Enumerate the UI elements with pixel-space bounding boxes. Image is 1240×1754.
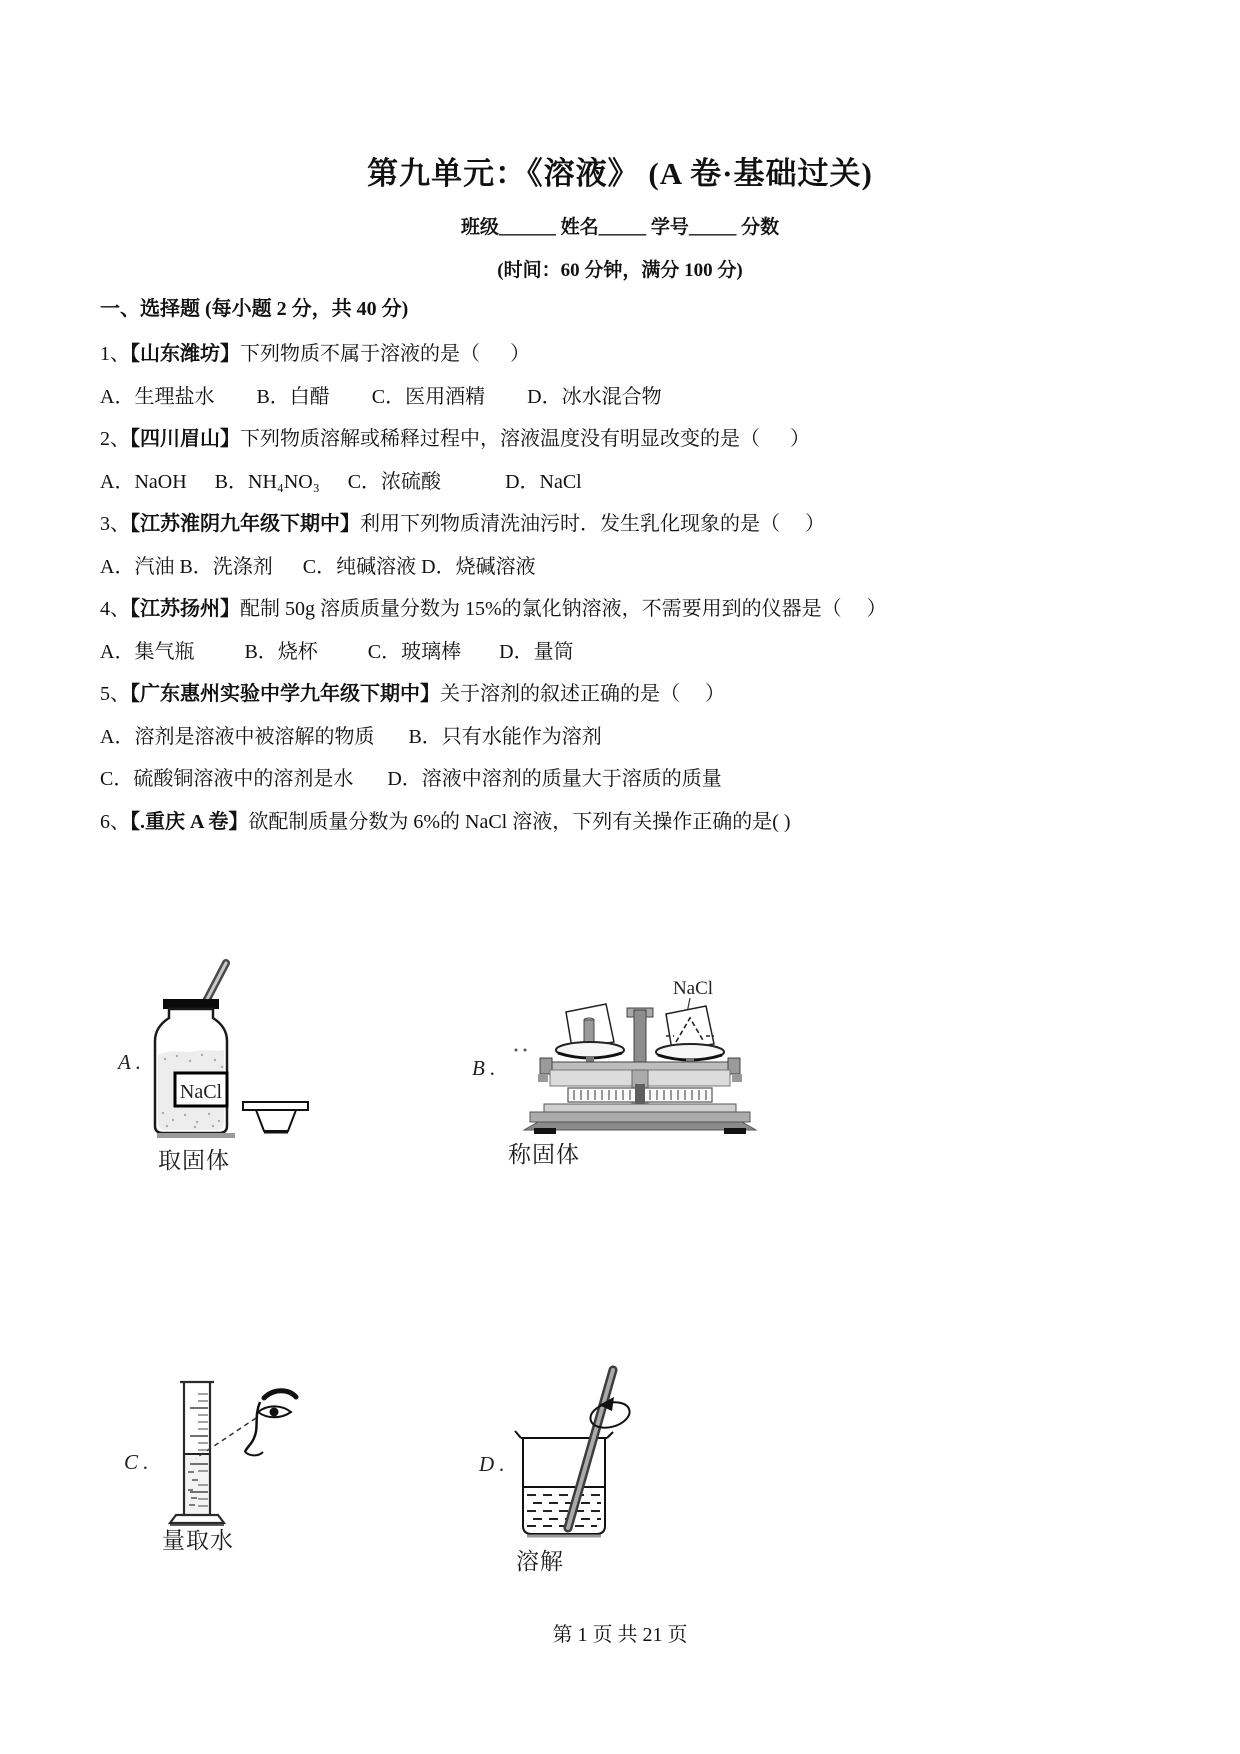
liquid-dashes bbox=[527, 1495, 601, 1526]
balance-foot bbox=[724, 1128, 746, 1134]
figure-b-balance-diagram bbox=[480, 958, 770, 1158]
question-text: 欲配制质量分数为 6%的 NaCl 溶液，下列有关操作正确的是( ) bbox=[248, 811, 791, 833]
section-header: 一、选择题 (每小题 2 分，共 40 分) bbox=[100, 298, 409, 320]
nose-profile bbox=[245, 1402, 260, 1452]
question-source-tag: 【四川眉山】 bbox=[130, 428, 240, 450]
rider-slider bbox=[635, 1084, 645, 1106]
question-text: 下列物质不属于溶液的是（ ） bbox=[240, 343, 530, 365]
question-4-stem bbox=[100, 596, 887, 622]
beaker-outline bbox=[515, 1431, 613, 1536]
option: A．集气瓶 bbox=[100, 641, 195, 663]
option: B．烧杯 bbox=[244, 641, 318, 663]
left-pan bbox=[556, 1004, 624, 1066]
question-4-options bbox=[100, 639, 616, 665]
option: C．医用酒精 bbox=[371, 386, 486, 408]
bottle-cap bbox=[163, 999, 219, 1009]
question-number: 4、 bbox=[100, 598, 130, 620]
option: B．白醋 bbox=[256, 386, 330, 408]
question-text: 利用下列物质清洗油污时．发生乳化现象的是（ ） bbox=[360, 513, 825, 535]
figure-a-caption: 取固体 bbox=[158, 1148, 230, 1173]
option: A．生理盐水 bbox=[100, 386, 215, 408]
bottle-stopper bbox=[243, 1102, 308, 1132]
option: D．量筒 bbox=[499, 641, 574, 663]
question-source-tag: 【江苏淮阴九年级下期中】 bbox=[130, 513, 360, 535]
question-number: 1、 bbox=[100, 343, 130, 365]
question-source-tag: 【山东潍坊】 bbox=[130, 343, 240, 365]
question-number: 3、 bbox=[100, 513, 130, 535]
time-score-text: (时间：60 分钟，满分 100 分) bbox=[497, 260, 743, 281]
sight-line bbox=[196, 1418, 256, 1458]
figure-d-beaker-diagram bbox=[475, 1362, 660, 1552]
stray-dot bbox=[524, 1049, 527, 1052]
figure-a-letter: A . bbox=[118, 1050, 141, 1074]
question-2-options bbox=[100, 469, 624, 495]
option: B．只有水能作为溶剂 bbox=[408, 726, 602, 748]
option: A．汽油 B．洗涤剂 bbox=[100, 556, 273, 578]
student-info-text: 班级______ 姓名_____ 学号_____ 分数 bbox=[460, 217, 780, 238]
bottle-label-text: NaCl bbox=[179, 1081, 223, 1103]
question-source-tag: 【广东惠州实验中学九年级下期中】 bbox=[130, 683, 440, 705]
eye-icon bbox=[245, 1391, 296, 1456]
question-source-tag: 【.重庆 A 卷】 bbox=[130, 811, 249, 833]
question-6-stem bbox=[100, 809, 791, 835]
option: C．纯碱溶液 D．烧碱溶液 bbox=[302, 556, 536, 578]
figure-b-letter: B . bbox=[472, 1056, 496, 1080]
question-number: 6、 bbox=[100, 811, 130, 833]
glass-rod bbox=[568, 1370, 613, 1528]
figure-c-letter: C . bbox=[124, 1450, 149, 1474]
question-5-options-row2 bbox=[100, 766, 756, 792]
bottle-shadow bbox=[157, 1133, 235, 1138]
option: C．硫酸铜溶液中的溶剂是水 bbox=[100, 768, 354, 790]
question-3-options bbox=[100, 554, 578, 580]
figure-c-cylinder-diagram bbox=[112, 1372, 307, 1532]
question-1-options bbox=[100, 384, 704, 410]
page-number: 第 1 页 共 21 页 bbox=[552, 1624, 688, 1646]
option: A．溶剂是溶液中被溶解的物质 bbox=[100, 726, 375, 748]
option: A．NaOH bbox=[100, 471, 187, 493]
student-info-line bbox=[0, 212, 1240, 239]
option: C．浓硫酸 bbox=[347, 471, 442, 493]
question-number: 5、 bbox=[100, 683, 130, 705]
question-text: 下列物质溶解或稀释过程中，溶液温度没有明显改变的是（ ） bbox=[240, 428, 810, 450]
page-footer bbox=[0, 1618, 1240, 1647]
figure-b-caption: 称固体 bbox=[508, 1142, 580, 1167]
option: B．NH₄NO₃ bbox=[214, 471, 320, 493]
question-text: 配制 50g 溶质质量分数为 15%的氯化钠溶液，不需要用到的仪器是（ ） bbox=[240, 598, 887, 620]
option: C．玻璃棒 bbox=[367, 641, 462, 663]
figure-d-letter: D . bbox=[479, 1452, 505, 1476]
question-5-options-row1 bbox=[100, 724, 636, 750]
option: D．NaCl bbox=[505, 471, 582, 493]
right-pan bbox=[656, 1006, 724, 1068]
page-title bbox=[0, 148, 1240, 193]
question-text: 关于溶剂的叙述正确的是（ ） bbox=[440, 683, 725, 705]
time-score-line bbox=[0, 255, 1240, 282]
question-number: 2、 bbox=[100, 428, 130, 450]
question-2-stem bbox=[100, 426, 810, 452]
option: D．冰水混合物 bbox=[527, 386, 662, 408]
figure-c-caption: 量取水 bbox=[162, 1528, 234, 1553]
figure-d-caption: 溶解 bbox=[516, 1549, 564, 1574]
stray-dot bbox=[515, 1049, 518, 1052]
balance-substance-label: NaCl bbox=[672, 978, 714, 999]
question-5-stem bbox=[100, 681, 725, 707]
option: D．溶液中溶剂的质量大于溶质的质量 bbox=[387, 768, 722, 790]
balance-foot bbox=[534, 1128, 556, 1134]
page-title-text: 第九单元：《溶液》 (A 卷·基础过关) bbox=[367, 156, 873, 191]
balance-body bbox=[524, 1008, 756, 1134]
question-3-stem bbox=[100, 511, 825, 537]
question-1-stem bbox=[100, 341, 530, 367]
question-source-tag: 【江苏扬州】 bbox=[130, 598, 240, 620]
